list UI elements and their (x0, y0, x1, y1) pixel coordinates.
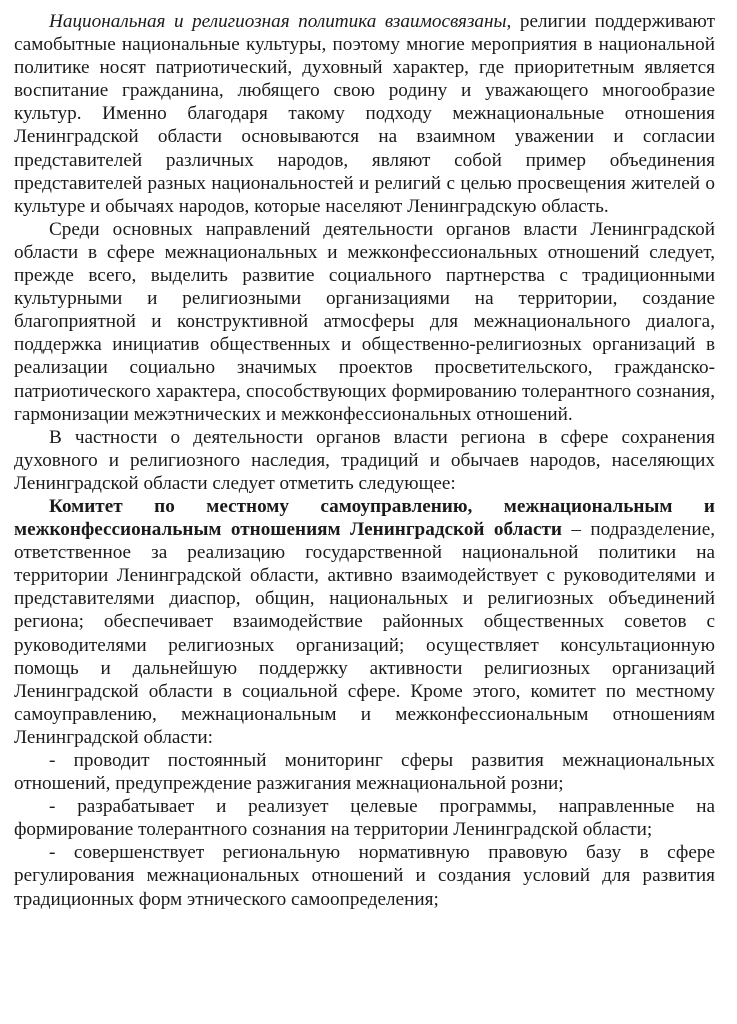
paragraph-1 (14, 10, 715, 218)
paragraph-3-text: В частности о деятельности органов власти региона в сфере сохранения духовного и религиозного наследия, традиций и обычаев народов, населяющих Ленинградской области следует отметить следующее: (14, 426, 715, 494)
paragraph-4-text: – подразделение, ответственное за реализацию государственной национальной политики на территории Ленинградской области, активно взаимодействует с руководителями и представителями диаспор, общин, национальных и религиозных объединений региона; обеспечивает взаимодействие районных общественных советов с руководителями религиозных организаций; осуществляет консультационную помощь и дальнейшую поддержку активности религиозных организаций Ленинградской области в социальной сфере. Кроме этого, комитет по местному самоуправлению, межнациональным и межконфессиональным отношениям Ленинградской области: (14, 519, 716, 748)
paragraph-1-lead: Национальная и религиозная политика взаимосвязаны (49, 11, 507, 32)
list-item-3-text: - совершенствует региональную нормативную правовую базу в сфере регулирования межнациональных отношений и создания условий для развития традиционных форм этнического самоопределения; (14, 842, 715, 910)
paragraph-1-text: , религии поддерживают самобытные национальные культуры, поэтому многие мероприятия в национальной политике носят патриотический, духовный характер, где приоритетным является воспитание гражданина, любящего свою родину и уважающего многообразие культур. Именно благодаря такому подходу межнациональные отношения Ленинградской области основываются на взаимном уважении и согласии представителей различных народов, являют собой пример объединения представителей разных национальностей и религий с целью просвещения жителей о культуре и обычаях народов, которые населяют Ленинградскую область. (14, 11, 715, 217)
paragraph-4 (14, 495, 715, 749)
list-item-1 (14, 749, 715, 795)
document-body (14, 10, 715, 911)
paragraph-2-text: Среди основных направлений деятельности органов власти Ленинградской области в сфере межнациональных и межконфессиональных отношений следует, прежде всего, выделить развитие социального партнерства с традиционными культурными и религиозными организациями на территории, создание благоприятной и конструктивной атмосферы для межнационального диалога, поддержка инициатив общественных и общественно-религиозных организаций в реализации социально значимых проектов просветительского, гражданско-патриотического характера, способствующих формированию толерантного сознания, гармонизации межэтнических и межконфессиональных отношений. (14, 218, 715, 425)
paragraph-4-lead: Комитет по местному самоуправлению, межнациональным и межконфессиональным отношениям Ленинградской области (14, 495, 715, 541)
paragraph-3 (14, 426, 715, 495)
list-item-1-text: - проводит постоянный мониторинг сферы развития межнациональных отношений, предупреждение разжигания межнациональной розни; (14, 750, 715, 795)
paragraph-2 (14, 218, 715, 426)
document-page (14, 0, 715, 1024)
list-item-2 (14, 795, 715, 841)
list-item-3 (14, 841, 715, 910)
list-item-2-text: - разрабатывает и реализует целевые программы, направленные на формирование толерантного сознания на территории Ленинградской области; (14, 796, 715, 841)
